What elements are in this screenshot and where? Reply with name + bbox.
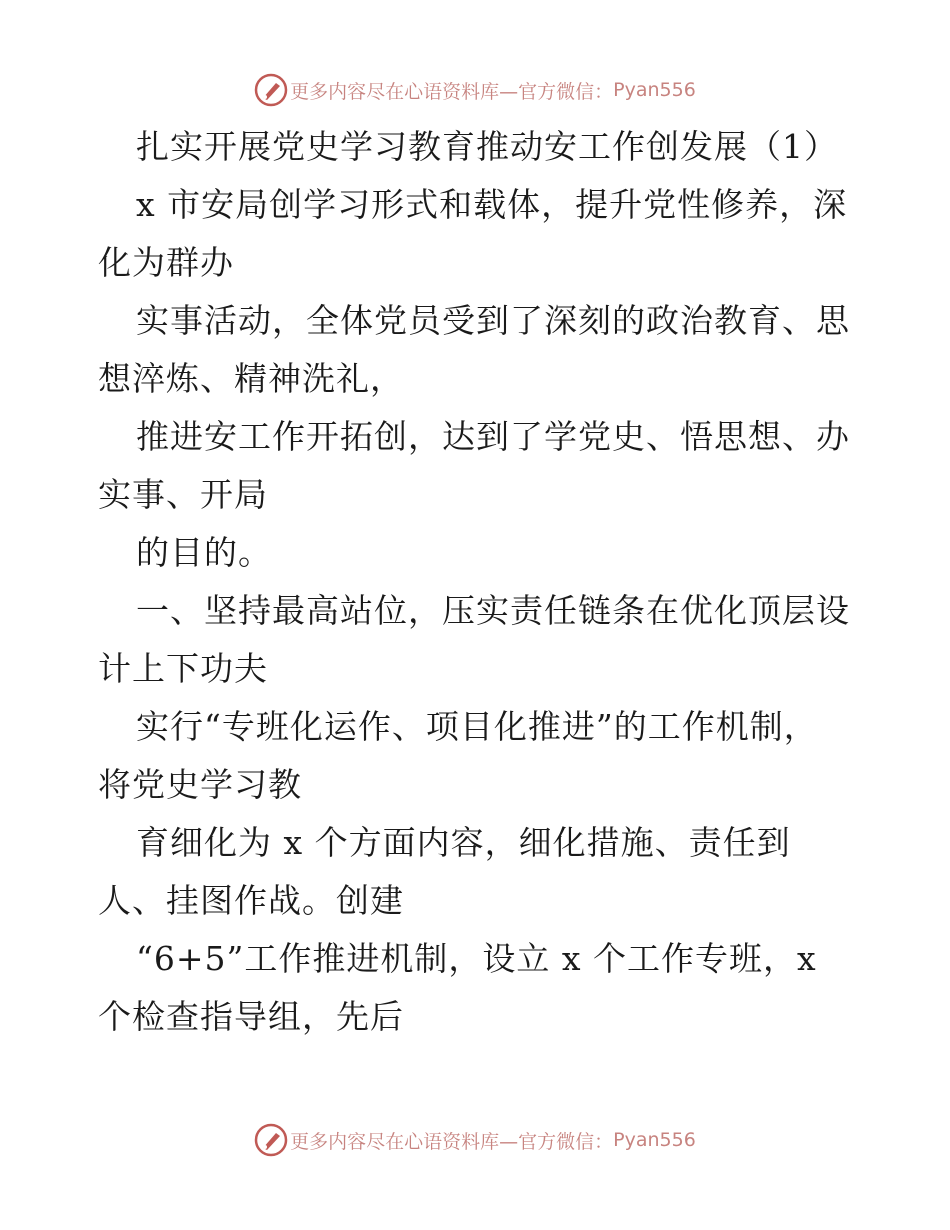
- paragraph-line: 实事活动，全体党员受到了深刻的政治教育、思: [136, 301, 850, 340]
- wechat-handle: Pyan556: [613, 1129, 696, 1151]
- pen-logo-icon: [254, 1123, 288, 1157]
- paragraph-line: x 市安局创学习形式和载体，提升党性修养，深: [136, 185, 848, 224]
- paragraph-line: 实事、开局: [98, 475, 268, 514]
- paragraph-line: 人、挂图作战。创建: [98, 881, 404, 920]
- pen-logo-icon: [254, 73, 288, 107]
- banner-text: 更多内容尽在心语资料库—官方微信：: [290, 80, 614, 103]
- section-heading: 一、坚持最高站位，压实责任链条在优化顶层设: [136, 591, 850, 630]
- wechat-handle: Pyan556: [613, 79, 696, 101]
- section-heading-cont: 计上下功夫: [98, 649, 268, 688]
- paragraph-line: 个检查指导组，先后: [98, 997, 404, 1036]
- document-body: [98, 118, 858, 1046]
- paragraph-line: 将党史学习教: [98, 765, 302, 804]
- paragraph-line: “6+5”工作推进机制，设立 x 个工作专班，x: [136, 939, 817, 978]
- paragraph-line: 实行“专班化运作、项目化推进”的工作机制，: [136, 707, 818, 746]
- footer-banner: [0, 1120, 950, 1160]
- document-title: 扎实开展党史学习教育推动安工作创发展（1）: [136, 127, 838, 166]
- header-banner: [0, 70, 950, 110]
- paragraph-line: 推进安工作开拓创，达到了学党史、悟思想、办: [136, 417, 850, 456]
- paragraph-line: 的目的。: [136, 533, 272, 572]
- paragraph-line: 化为群办: [98, 243, 234, 282]
- banner-text: 更多内容尽在心语资料库—官方微信：: [290, 1130, 614, 1153]
- paragraph-line: 想淬炼、精神洗礼，: [98, 359, 404, 398]
- paragraph-line: 育细化为 x 个方面内容，细化措施、责任到: [136, 823, 791, 862]
